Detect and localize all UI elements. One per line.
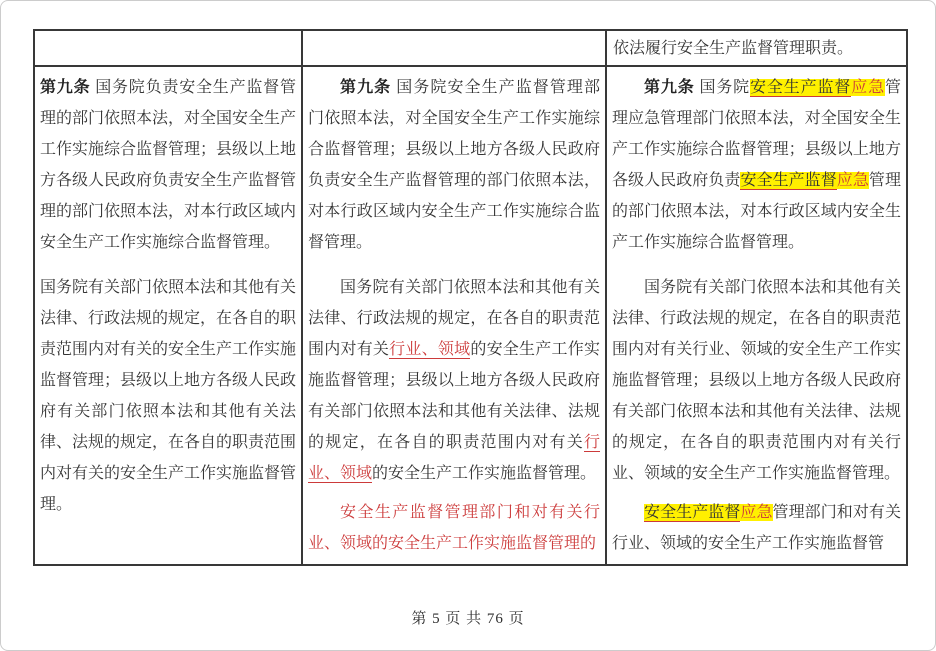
table-row-article9 xyxy=(34,66,907,565)
column-2-body xyxy=(303,67,605,564)
paragraph-amendment-note-col2: 安全生产监督管理部门和对有关行业、领域的安全生产工作实施监督管理的 xyxy=(308,504,600,552)
paragraph-article9-col3: 第九条 国务院安全生产监督应急管理应急管理部门依照本法，对全国安全生产工作实施综合监督管理；县级以上地方各级人民政府负责安全生产监督应急管理的部门依照本法，对本行政区域内安全生产工作实施综合监督管理。 xyxy=(612,79,901,251)
paragraph-departments-col1: 国务院有关部门依照本法和其他有关法律、行政法规的规定，在各自的职责范围内对有关的安全生产工作实施监督管理；县级以上地方各级人民政府有关部门依照本法和其他有关法律、法规的规定，在各自的职责范围内对有关的安全生产工作实施监督管理。 xyxy=(40,279,297,513)
column-3-body xyxy=(607,67,906,564)
cell-law-version-3 xyxy=(606,66,907,565)
paragraph-article9-col2: 第九条 国务院安全生产监督管理部门依照本法，对全国安全生产工作实施综合监督管理；县级以上地方各级人民政府负责安全生产监督管理的部门依照本法，对本行政区域内安全生产工作实施综合监督管理。 xyxy=(308,79,600,251)
cell-law-version-1 xyxy=(34,66,302,565)
cell-carryover-col1 xyxy=(34,30,302,66)
paragraph-amendment-note-col3: 安全生产监督应急管理部门和对有关行业、领域的安全生产工作实施监督管 xyxy=(612,504,901,552)
carryover-text: 依法履行安全生产监督管理职责。 xyxy=(613,40,854,57)
cell-carryover-col3 xyxy=(606,30,907,66)
paragraph-departments-col2: 国务院有关部门依照本法和其他有关法律、行政法规的规定，在各自的职责范围内对有关行业、领域的安全生产工作实施监督管理；县级以上地方各级人民政府有关部门依照本法和其他有关法律、法规的规定，在各自的职责范围内对有关行业、领域的安全生产工作实施监督管理。 xyxy=(308,279,600,482)
law-comparison-table xyxy=(33,29,908,566)
paragraph-departments-col3: 国务院有关部门依照本法和其他有关法律、行政法规的规定，在各自的职责范围内对有关行业、领域的安全生产工作实施监督管理；县级以上地方各级人民政府有关部门依照本法和其他有关法律、法规的规定，在各自的职责范围内对有关行业、领域的安全生产工作实施监督管理。 xyxy=(612,279,901,482)
page-number: 第 5 页 共 76 页 xyxy=(411,611,525,627)
cell-law-version-2 xyxy=(302,66,606,565)
paragraph-article9-col1: 第九条 国务院负责安全生产监督管理的部门依照本法，对全国安全生产工作实施综合监督管理；县级以上地方各级人民政府负责安全生产监督管理的部门依照本法，对本行政区域内安全生产工作实施综合监督管理。 xyxy=(40,79,297,251)
table-row-carryover xyxy=(34,30,907,66)
cell-carryover-col2 xyxy=(302,30,606,66)
column-1-body xyxy=(35,67,301,564)
